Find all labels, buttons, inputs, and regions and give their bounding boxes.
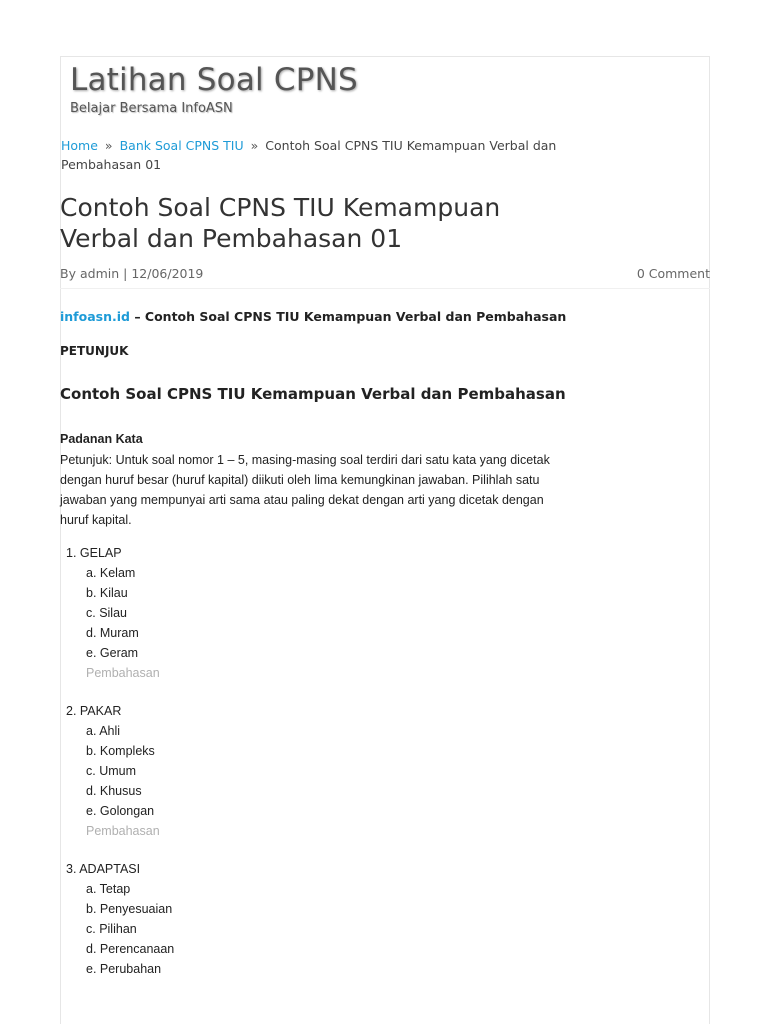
answer-option: c. Pilihan — [86, 922, 137, 936]
answer-option: e. Perubahan — [86, 962, 162, 976]
breadcrumb-home-link[interactable]: Home — [61, 138, 98, 153]
breadcrumb-separator: » — [104, 138, 113, 153]
meta-by-label: By — [60, 266, 76, 281]
answer-option: c. Silau — [86, 606, 127, 620]
post-meta — [60, 266, 710, 281]
answer-option: c. Umum — [86, 764, 136, 778]
answer-option: b. Kompleks — [86, 744, 155, 758]
comments-link[interactable]: 0 Comment — [636, 266, 710, 281]
question-item — [66, 859, 174, 979]
meta-author[interactable]: admin — [79, 266, 120, 281]
answer-option: d. Perencanaan — [86, 942, 175, 956]
site-title[interactable]: Latihan Soal CPNS — [70, 62, 358, 98]
question-item — [66, 701, 174, 841]
answer-option: d. Muram — [86, 626, 139, 640]
breadcrumb — [61, 136, 561, 174]
pembahasan-toggle[interactable]: Pembahasan — [86, 824, 160, 838]
question-title: 1. GELAP — [66, 546, 122, 560]
answer-option: d. Khusus — [86, 784, 142, 798]
lead-site-link[interactable]: infoasn.id — [60, 309, 130, 324]
petunjuk-heading: PETUNJUK — [60, 344, 129, 358]
meta-date: 12/06/2019 — [131, 266, 204, 281]
answer-option: a. Kelam — [86, 566, 136, 580]
breadcrumb-current: Contoh Soal CPNS TIU Kemampuan Verbal dan Pembahasan 01 — [61, 138, 557, 172]
answer-option: b. Penyesuaian — [86, 902, 173, 916]
answer-option: a. Ahli — [86, 724, 121, 738]
lead-paragraph — [60, 309, 566, 324]
pembahasan-toggle[interactable]: Pembahasan — [86, 666, 160, 680]
lead-text: – Contoh Soal CPNS TIU Kemampuan Verbal dan Pembahasan — [129, 309, 567, 324]
breadcrumb-category-link[interactable]: Bank Soal CPNS TIU — [119, 138, 244, 153]
question-title: 3. ADAPTASI — [66, 862, 141, 876]
question-list — [66, 543, 174, 997]
answer-option: e. Geram — [86, 646, 139, 660]
site-description: Belajar Bersama InfoASN — [70, 101, 233, 116]
answer-option: b. Kilau — [86, 586, 128, 600]
content-subheading: Contoh Soal CPNS TIU Kemampuan Verbal dan Pembahasan — [60, 385, 566, 403]
breadcrumb-separator: » — [250, 138, 259, 153]
question-title: 2. PAKAR — [66, 704, 122, 718]
meta-divider-line — [60, 288, 710, 289]
meta-divider: | — [123, 266, 128, 281]
question-item — [66, 543, 174, 683]
answer-option: e. Golongan — [86, 804, 155, 818]
section-label: Padanan Kata — [60, 432, 143, 446]
instruction-text: Petunjuk: Untuk soal nomor 1 – 5, masing-masing soal terdiri dari satu kata yang dicetak dengan huruf besar (huruf kapital) diikuti oleh lima kemungkinan jawaban. Pilihlah satu jawaban yang mempunyai arti sama atau paling dekat dengan arti yang dicetak dengan huruf kapital. — [60, 453, 550, 527]
answer-option: a. Tetap — [86, 882, 131, 896]
post-title: Contoh Soal CPNS TIU Kemampuan Verbal dan Pembahasan 01 — [60, 193, 501, 253]
